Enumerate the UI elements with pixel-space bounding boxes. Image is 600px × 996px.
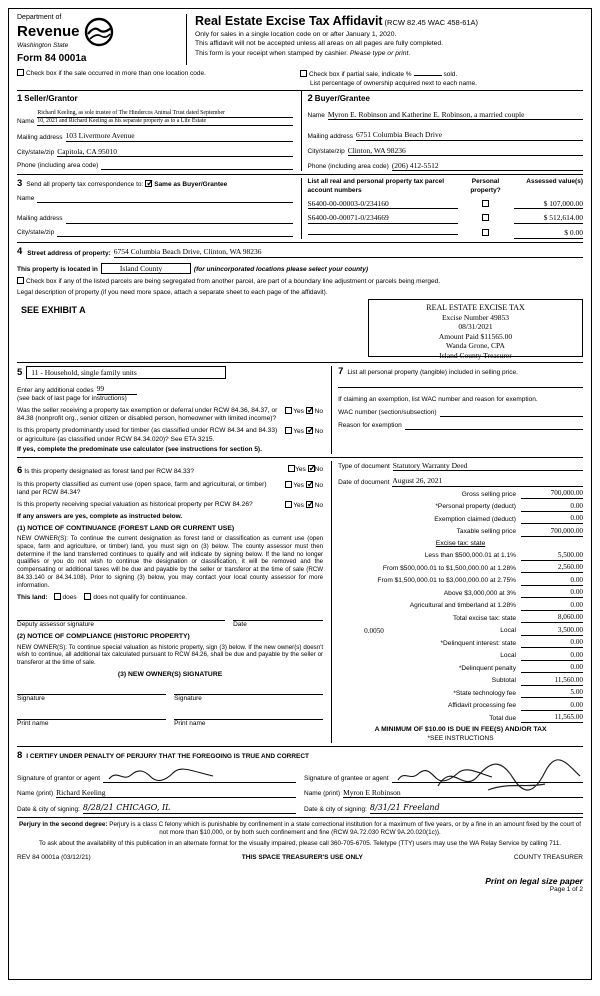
- use-code-field[interactable]: 11 - Household, single family units: [26, 366, 226, 379]
- no-label: No: [314, 465, 324, 473]
- exemption-claim-note: If claiming an exemption, list WAC number and reason for exemption.: [338, 395, 538, 403]
- buyer-name-label: Name: [307, 112, 325, 120]
- parcel-row: [308, 228, 584, 239]
- tax-label: Total due: [489, 714, 516, 722]
- assessed-value-field[interactable]: $ 512,614.00: [514, 213, 584, 223]
- tax-value[interactable]: 0.00: [521, 576, 583, 586]
- section7-number: 7: [338, 366, 344, 377]
- perjury-text: Perjury is a class C felony which is punishable by confinement in a state correctional institution for a maximum of five years, or by a fine in an amount fixed by the court of not more than $10,000, or by both such confinement and fine (RCW 9A.72.030 RCW 9A.20.020(1c)).: [109, 821, 582, 836]
- deputy-assessor-label: Deputy assessor signature: [17, 621, 94, 629]
- treasurer-space-label: THIS SPACE TREASURER'S USE ONLY: [241, 853, 363, 861]
- corr-name-field[interactable]: [37, 195, 292, 203]
- tax-row-delinquent-penalty: [338, 663, 583, 673]
- seller-mailing-field[interactable]: 103 Livermore Avenue: [66, 131, 293, 141]
- seller-heading: Seller/Grantor: [24, 94, 78, 103]
- grantee-date-field[interactable]: 8/31/21 Freeland: [370, 803, 583, 814]
- partial-sale-percent-field[interactable]: [414, 69, 442, 76]
- print-name-label: Print name: [17, 719, 49, 727]
- additional-codes-label: Enter any additional codes: [17, 386, 94, 394]
- tax-row-taxable: [338, 527, 583, 537]
- tax-value[interactable]: 11,560.00: [521, 676, 583, 686]
- corr-city-label: City/state/zip: [17, 228, 55, 236]
- section6: [17, 461, 323, 743]
- tax-computation: [331, 461, 583, 743]
- tax-label: Less than $500,000.01 at 1.1%: [424, 552, 516, 560]
- does-not-qualify-checkbox[interactable]: [84, 593, 91, 600]
- tax-row-personal: [338, 502, 583, 512]
- does-qualify-checkbox[interactable]: [54, 593, 61, 600]
- q1-yes-checkbox[interactable]: [285, 407, 292, 414]
- buyer-heading: Buyer/Grantee: [314, 94, 370, 103]
- tax-label: Exemption claimed (deduct): [434, 515, 516, 523]
- header-note-1: Only for sales in a single location code on or after January 1, 2020.: [195, 30, 397, 38]
- grantor-print-name-label: Name (print): [17, 789, 54, 797]
- this-land-label: This land:: [17, 594, 48, 602]
- tax-row-affidavit-fee: [338, 701, 583, 711]
- new-owners-signature-title: (3) NEW OWNER(S) SIGNATURE: [117, 670, 223, 678]
- tax-value[interactable]: 3,500.00: [521, 626, 583, 636]
- tax-row-gross: [338, 489, 583, 499]
- grantee-signature-label: Signature of grantee or agent: [304, 774, 389, 782]
- affidavit-page: [8, 8, 592, 980]
- additional-codes-note: (see back of last page for instructions): [17, 394, 127, 402]
- parcel-column-header: List all real and personal property tax parcel account numbers: [307, 178, 445, 194]
- personal-property-checkbox[interactable]: [482, 200, 489, 207]
- segregated-checkbox[interactable]: [17, 277, 24, 284]
- historic-question: Is this property receiving special valuation as historical property per RCW 84.26?: [17, 501, 253, 509]
- parcel-number-field[interactable]: S6400-00-00071-0/234669: [308, 213, 458, 223]
- dor-logo-icon: [84, 17, 114, 47]
- section5: [17, 366, 323, 454]
- tax-value[interactable]: 0.00: [521, 588, 583, 598]
- tax-row-tier4: [338, 588, 583, 598]
- buyer-section-number: 2: [307, 93, 313, 104]
- seller-name-field[interactable]: [37, 110, 292, 126]
- property-section: [17, 246, 583, 359]
- tax-row-delinquent-interest-local: [338, 651, 583, 661]
- parcel-number-field[interactable]: S6400-00-00003-0/234160: [308, 199, 458, 209]
- signature-label: Signature: [17, 695, 45, 703]
- dept-of-label: Department of: [17, 14, 62, 21]
- type-of-document-field[interactable]: Statutory Warranty Deed: [393, 461, 583, 471]
- form-title: Real Estate Excise Tax Affidavit: [195, 14, 383, 28]
- corr-mailing-label: Mailing address: [17, 215, 63, 223]
- yes-label: Yes: [295, 465, 306, 473]
- signature-label: Signature: [174, 695, 202, 703]
- yes-label: Yes: [293, 502, 304, 510]
- yes-label: Yes: [293, 481, 304, 489]
- correspondence-section: [17, 178, 583, 239]
- legal-description-label: Legal description of property (if you need more space, attach a separate sheet to each page of the affidavit).: [17, 288, 328, 296]
- stamp-excise-number: Excise Number 49853: [441, 313, 510, 322]
- q1-no-checkbox[interactable]: [306, 407, 313, 414]
- stamp-treasurer-title: Island County Treasurer: [439, 350, 512, 360]
- tax-label: Gross selling price: [461, 490, 516, 498]
- q2-no-checkbox[interactable]: [306, 427, 313, 434]
- legal-description-area[interactable]: [17, 299, 583, 359]
- tax-label: Total excise tax: state: [452, 614, 516, 622]
- buyer-phone-field[interactable]: (206) 412-5512: [392, 161, 583, 171]
- tax-value[interactable]: 0.00: [521, 514, 583, 524]
- date-of-document-label: Date of document: [338, 478, 390, 486]
- tax-label: From $1,500,000.01 to $3,000,000.00 at 2.75%: [377, 577, 516, 585]
- washington-state-label: Washington State: [17, 41, 69, 49]
- print-name-label: Print name: [174, 719, 206, 727]
- grantor-signature-field[interactable]: [103, 769, 296, 783]
- new-owner-signature-field-1[interactable]: [17, 687, 166, 695]
- footer-row: [17, 854, 583, 862]
- notice-compliance-body: NEW OWNER(S): To continue special valuation as historic property, sign (3) below. If the new owner(s) doesn't wish to continue, all additional tax calculated pursuant to RCW 84.26, shall be due and payable by the seller or transferor at the time of sale.: [17, 643, 324, 667]
- see-instructions-note: *SEE INSTRUCTIONS: [427, 734, 494, 742]
- page-number: Page 1 of 2: [549, 886, 583, 894]
- tax-label: Taxable selling price: [456, 528, 516, 536]
- tax-value[interactable]: 5,500.00: [521, 551, 583, 561]
- corr-city-field[interactable]: [57, 229, 292, 237]
- notice-continuance-title: (1) NOTICE OF CONTINUANCE (FOREST LAND OR CURRENT USE): [17, 524, 235, 532]
- tax-value[interactable]: 11,565.00: [521, 713, 583, 723]
- grantee-print-name-label: Name (print): [304, 789, 341, 797]
- form-rcw-reference: (RCW 82.45 WAC 458-61A): [384, 18, 479, 27]
- header-note-3-text: This form is your receipt when stamped by cashier.: [195, 49, 348, 57]
- multi-location-label: Check box if the sale occurred in more than one location code.: [25, 70, 206, 78]
- currentuse-no-checkbox[interactable]: [306, 481, 313, 488]
- currentuse-yes-checkbox[interactable]: [285, 481, 292, 488]
- same-as-buyer-checkbox[interactable]: [145, 180, 152, 187]
- grantee-signature: [396, 768, 496, 784]
- header-note-3-emphasis: Please type or print.: [349, 49, 411, 57]
- rev-number: REV 84 0001a (03/12/21): [17, 853, 91, 861]
- new-owner-signature-field-2[interactable]: [174, 687, 323, 695]
- stamp-treasurer-name: Wanda Grone, CPA: [446, 341, 505, 351]
- personal-property-list-field[interactable]: [338, 378, 583, 388]
- seller-name-label: Name: [17, 118, 35, 126]
- q2-yes-checkbox[interactable]: [285, 427, 292, 434]
- header: [17, 14, 583, 67]
- forest-land-question: Is this property designated as forest land per RCW 84.33?: [24, 467, 194, 475]
- reason-exemption-field[interactable]: [405, 422, 583, 430]
- deputy-assessor-signature-field[interactable]: [17, 613, 225, 621]
- unincorporated-note: (for unincorporated locations please select your county): [193, 266, 368, 273]
- buyer-city-field[interactable]: Clinton, WA 98236: [348, 146, 583, 156]
- header-note-3: [195, 50, 478, 58]
- buyer-city-label: City/state/zip: [307, 147, 345, 155]
- parcel-row: [308, 199, 584, 210]
- tax-row-total-state: [338, 613, 583, 623]
- tax-label: Agricultural and timberland at 1.28%: [409, 602, 516, 610]
- tax-row-exemption: [338, 514, 583, 524]
- date-of-document-field[interactable]: August 26, 2021: [392, 476, 583, 486]
- yes-label: Yes: [293, 428, 304, 436]
- additional-codes-field[interactable]: 99: [97, 384, 137, 394]
- buyer-name-field[interactable]: Myron E. Robinson and Katherine E. Robinson, a married couple: [328, 110, 583, 120]
- buyer-phone-label: Phone (including area code): [307, 163, 389, 171]
- tax-label: *Personal property (deduct): [435, 503, 516, 511]
- buyer-mailing-field[interactable]: 6751 Columbia Beach Drive: [356, 130, 583, 140]
- stamp-title: REAL ESTATE EXCISE TAX: [426, 303, 525, 312]
- historic-no-checkbox[interactable]: [306, 501, 313, 508]
- current-use-question: Is this property classified as current use (open space, farm and agricultural, or timber) land per RCW 84.34?: [17, 480, 267, 497]
- does-not-label: does not qualify for continuance.: [93, 594, 187, 602]
- section4-number: 4: [17, 245, 23, 257]
- notice-compliance-title: (2) NOTICE OF COMPLIANCE (HISTORIC PROPERTY): [17, 633, 190, 641]
- if-yes-instruction: If any answers are yes, complete as instructed below.: [17, 512, 183, 520]
- notice-continuance-body: NEW OWNER(S): To continue the current designation as forest land or classification as current use (open space, farm and agriculture, or timber) land, you must sign on (3) below. The county assessor must then determine if the land transferred continues to qualify and will indicate by signing below. If the land no longer qualifies or you do not wish to continue the designation or classification, it will be removed and the compensating or additional taxes will be due and payable by the seller or transferor at the time of sale (RCW 84.33.140 or 84.34.108). Prior to signing (3) below, you may contact your local county assessor for more information.: [17, 535, 324, 589]
- segregated-label: Check box if any of the listed parcels are being segregated from another parcel, are part of a boundary line adjustment or parcels being merged.: [25, 278, 441, 286]
- assessed-value-column-header: Assessed value(s): [526, 178, 583, 186]
- tax-label: *Delinquent interest: state: [440, 639, 516, 647]
- grantee-date-label: Date & city of signing:: [304, 805, 367, 813]
- assessed-value-field[interactable]: $ 0.00: [514, 228, 584, 238]
- assessed-value-field[interactable]: $ 107,000.00: [514, 199, 584, 209]
- tax-row-tier3: [338, 576, 583, 586]
- send-correspondence-label: Send all property tax correspondence to:: [26, 181, 144, 189]
- deputy-date-label: Date: [233, 621, 247, 629]
- grantee-print-name-field[interactable]: Myron E Robinson: [343, 788, 583, 798]
- tax-value[interactable]: 0.00: [521, 638, 583, 648]
- seller-phone-label: Phone (including area code): [17, 162, 99, 170]
- perjury-notice: [17, 821, 583, 837]
- historic-yes-checkbox[interactable]: [285, 501, 292, 508]
- grantor-date-label: Date & city of signing:: [17, 805, 80, 813]
- grantor-signature-label: Signature of grantor or agent: [17, 774, 101, 782]
- parties-section: [17, 91, 583, 171]
- certify-statement: I CERTIFY UNDER PENALTY OF PERJURY THAT THE FOREGOING IS TRUE AND CORRECT: [26, 752, 310, 760]
- seller-city-field[interactable]: Capitola, CA 95010: [57, 147, 292, 157]
- multi-location-checkbox[interactable]: [17, 69, 24, 76]
- partial-sale-checkbox[interactable]: [300, 70, 307, 77]
- section3-number: 3: [17, 178, 23, 190]
- wac-number-label: WAC number (section/subsection): [338, 409, 437, 416]
- grantor-certification: [17, 764, 296, 814]
- section7: [331, 366, 583, 454]
- tax-label: Subtotal: [491, 677, 516, 685]
- send-correspondence-block: [17, 178, 293, 239]
- tax-row-subtotal: [338, 676, 583, 686]
- section5-number: 5: [17, 367, 23, 378]
- tax-row-agricultural: [338, 601, 583, 611]
- reason-exemption-label: Reason for exemption: [338, 422, 402, 430]
- located-in-label: This property is located in: [17, 266, 98, 273]
- seller-section-number: 1: [17, 93, 23, 104]
- section8-number: 8: [17, 749, 23, 761]
- form-number: Form 84 0001a: [17, 52, 87, 64]
- corr-name-label: Name: [17, 195, 35, 203]
- dept-block: [17, 14, 187, 65]
- buyer-section: [301, 91, 584, 171]
- personal-property-checkbox[interactable]: [482, 214, 489, 221]
- tax-value[interactable]: 700,000.00: [521, 489, 583, 499]
- grantor-print-name-field[interactable]: Richard Keeling: [56, 788, 296, 798]
- grantor-date-field[interactable]: 8/28/21 CHICAGO, IL: [83, 803, 296, 814]
- tax-value[interactable]: 0.00: [521, 502, 583, 512]
- tax-value[interactable]: 2,560.00: [521, 563, 583, 573]
- personal-property-column-header: Personal property?: [470, 178, 501, 194]
- partial-sale-label-a: Check box if partial sale, indicate %: [308, 71, 412, 79]
- stamp-date: 08/31/2021: [458, 322, 493, 332]
- no-label: No: [314, 428, 324, 436]
- alternate-format-notice: To ask about the availability of this publication in an alternate format for the visually impaired, please call 360-705-6705. Teletype (TTY) users may use the WA Relay Service by calling 711.: [38, 839, 562, 847]
- section6-number: 6: [17, 464, 23, 476]
- continuance-and-tax-section: [17, 461, 583, 743]
- personal-property-checkbox[interactable]: [482, 229, 489, 236]
- title-block: [195, 14, 478, 65]
- tax-row-tech-fee: [338, 688, 583, 698]
- county-treasurer-label: COUNTY TREASURER: [513, 853, 583, 861]
- tax-row-tier2: [338, 563, 583, 573]
- seller-city-label: City/state/zip: [17, 148, 55, 156]
- county-select[interactable]: Island County: [101, 263, 191, 274]
- forest-yes-checkbox[interactable]: [288, 465, 295, 472]
- street-address-field[interactable]: 6754 Columbia Beach Drive, Clinton, WA 98236: [114, 247, 583, 257]
- seller-name-line2: 10, 2021 and Richard Keeling as his separate property as to a Life Estate: [37, 118, 207, 125]
- tax-value[interactable]: 0.00: [521, 663, 583, 673]
- timber-question: Is this property predominantly used for timber (as classified under RCW 84.34 and 84.33) or agriculture (as classified under RCW 84.34.020)? See ETA 3215.: [17, 427, 278, 443]
- tax-label: Above $3,000,000 at 3%: [443, 589, 516, 597]
- certification-section: [17, 750, 583, 814]
- does-label: does: [62, 594, 77, 602]
- personal-property-list-label: List all personal property (tangible) included in selling price.: [347, 369, 518, 376]
- seller-name-line1: Richard Keeling, as sole trustee of The Hindercos Animal Trust dated September: [37, 110, 292, 118]
- corr-mailing-field[interactable]: [66, 216, 293, 224]
- deputy-date-field[interactable]: [233, 613, 323, 621]
- legal-description-value: SEE EXHIBIT A: [21, 305, 86, 315]
- partial-sale-label-b: sold.: [443, 71, 458, 79]
- tax-value[interactable]: 0.00: [521, 601, 583, 611]
- no-label: No: [314, 407, 324, 415]
- yes-label: Yes: [293, 407, 304, 415]
- treasurer-stamp: [368, 299, 583, 360]
- tax-row-total-due: [338, 713, 583, 723]
- tax-row-local: [338, 626, 583, 636]
- partial-sale-note: List percentage of ownership acquired next to each name.: [310, 79, 477, 87]
- new-owner-print-name-field-2[interactable]: [174, 712, 323, 720]
- tax-label: *State technology fee: [453, 689, 516, 697]
- top-checkbox-row: [17, 69, 583, 91]
- tax-label: Local: [500, 652, 516, 660]
- tax-value[interactable]: 0.00: [521, 701, 583, 711]
- parcel-number-field[interactable]: [308, 234, 458, 235]
- predominate-use-note: If yes, complete the predominate use calculator (see instructions for section 5).: [17, 445, 262, 453]
- parcel-table: [301, 178, 584, 239]
- local-rate-value[interactable]: 0.0050: [364, 626, 384, 635]
- use-and-personal-property-section: [17, 366, 583, 454]
- type-of-document-label: Type of document: [338, 463, 390, 471]
- revenue-wordmark: Revenue: [17, 22, 80, 40]
- no-label: No: [314, 481, 324, 489]
- perjury-bold: Perjury in the second degree:: [18, 821, 108, 829]
- grantor-signature: [107, 768, 217, 784]
- tax-row-delinquent-interest-state: [338, 638, 583, 648]
- wac-number-field[interactable]: [440, 409, 584, 417]
- grantee-certification: [304, 764, 583, 814]
- print-legal-note: Print on legal size paper: [485, 875, 583, 886]
- new-owner-print-name-field-1[interactable]: [17, 712, 166, 720]
- street-address-label: Street address of property:: [27, 249, 111, 257]
- tax-label: Local: [500, 627, 516, 635]
- tax-value[interactable]: 5.00: [521, 688, 583, 698]
- buyer-mailing-label: Mailing address: [307, 132, 354, 140]
- tax-row-tier1: [338, 551, 583, 561]
- tax-value[interactable]: 700,000.00: [521, 527, 583, 537]
- seller-mailing-label: Mailing address: [17, 133, 63, 141]
- tax-value[interactable]: 0.00: [521, 651, 583, 661]
- seller-phone-field[interactable]: [101, 162, 292, 170]
- forest-no-checkbox[interactable]: [308, 465, 315, 472]
- grantee-signature-field[interactable]: [392, 769, 583, 783]
- no-label: No: [314, 502, 324, 510]
- tax-label: From $500,000.01 to $1,500,000.00 at 1.28%: [382, 564, 516, 572]
- tax-value[interactable]: 8,060.00: [521, 613, 583, 623]
- header-note-2: This affidavit will not be accepted unless all areas on all pages are fully completed.: [195, 40, 444, 48]
- parcel-row: [308, 213, 584, 224]
- same-as-buyer-label: Same as Buyer/Grantee: [154, 181, 228, 189]
- excise-tax-state-header: Excise tax: state: [435, 539, 486, 547]
- stamp-amount-paid: Amount Paid $11565.00: [438, 331, 513, 341]
- tax-label: Affidavit processing fee: [447, 702, 516, 710]
- minimum-due-note: A MINIMUM OF $10.00 IS DUE IN FEE(S) AND/OR TAX: [374, 726, 547, 734]
- tax-label: *Delinquent penalty: [458, 664, 516, 672]
- exemption-deferral-question: Was the seller receiving a property tax exemption or deferral under RCW 84.36, 84.37, or 84.38 (nonprofit org., senior citizen or disabled person, homeowner with limited income)?: [17, 406, 278, 423]
- seller-section: [17, 91, 293, 171]
